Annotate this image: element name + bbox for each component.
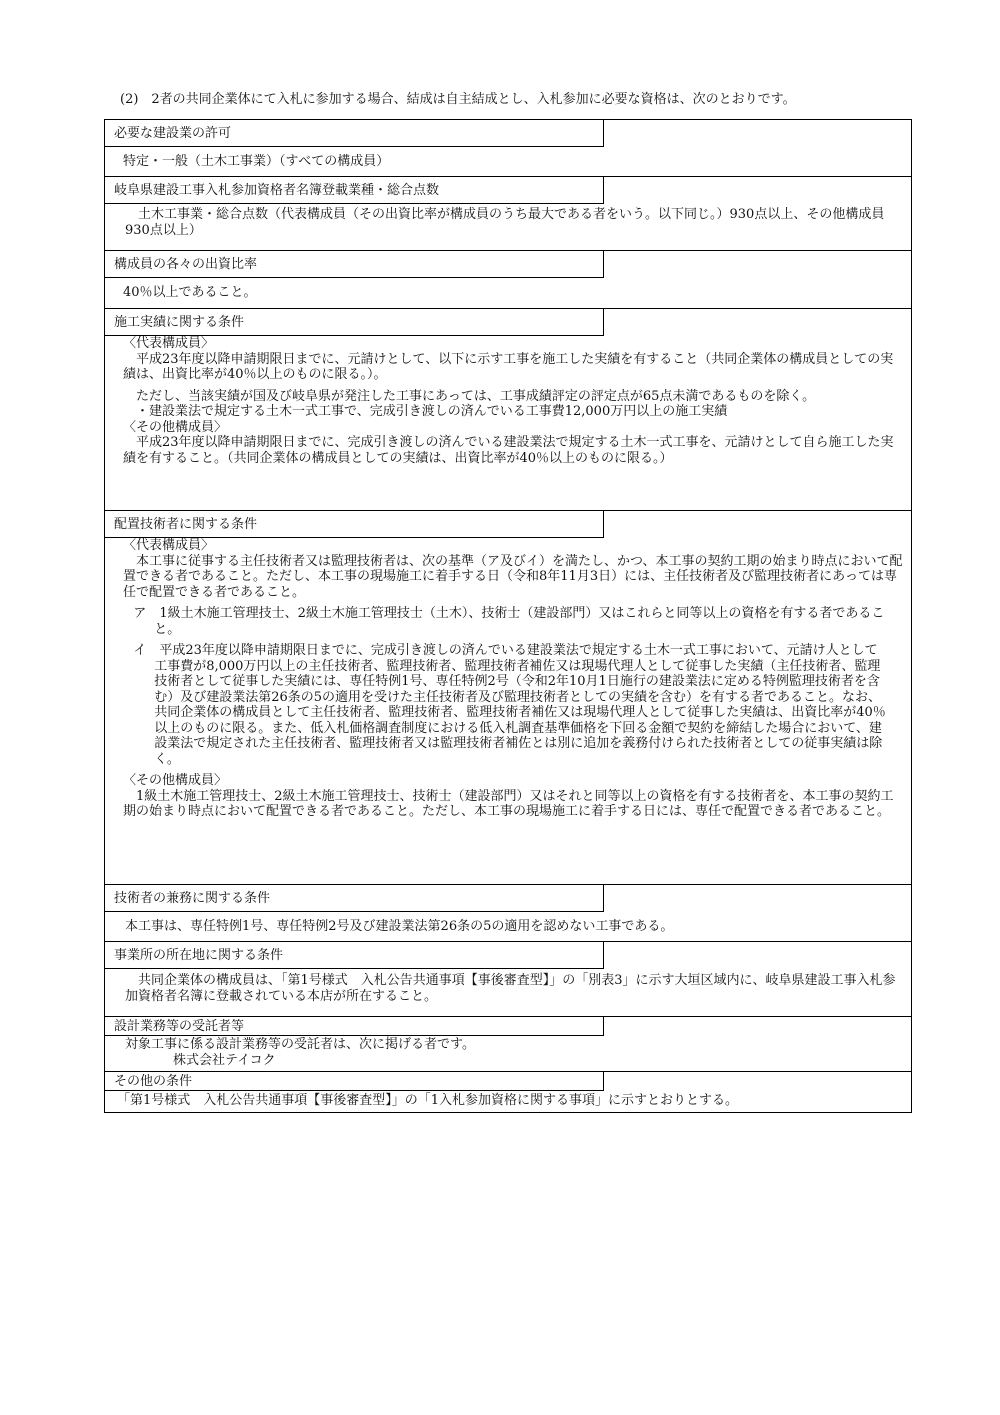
section-heading: 施工実績に関する条件 — [105, 309, 604, 336]
section-body-license — [105, 147, 911, 176]
record-other-text: 平成23年度以降申請期限日までに、完成引き渡しの済んでいる建設業法で規定する土木一式工事を、元請けとして自ら施工した実績を有すること。（共同企業体の構成員としての実績は、出資比率が40％以上のものに限る。） — [123, 435, 894, 466]
qualification-table — [104, 119, 912, 1113]
section-body-record — [105, 336, 911, 510]
rep-member-label: 〈代表構成員〉 — [123, 336, 215, 351]
section-heading: 岐阜県建設工事入札参加資格者名簿登載業種・総合点数 — [105, 177, 604, 204]
ratio-text: 40％以上であること。 — [123, 285, 257, 300]
section-header-others — [105, 1071, 911, 1091]
section-body-rating — [105, 204, 911, 250]
other-member-label: 〈その他構成員〉 — [123, 419, 228, 435]
section-header-ratio — [105, 250, 911, 278]
rep-member-label: 〈代表構成員〉 — [123, 538, 215, 553]
section-heading: 構成員の各々の出資比率 — [105, 251, 604, 278]
section-body-engineer — [105, 538, 911, 884]
design-company: 株式会社テイコク — [173, 1052, 276, 1068]
section-heading: 設計業務等の受託者等 — [105, 1017, 604, 1036]
section-body-office — [105, 969, 911, 1016]
section-header-concurrent — [105, 884, 911, 912]
section-header-design — [105, 1016, 911, 1036]
concurrent-text: 本工事は、専任特例1号、専任特例2号及び建設業法第26条の5の適用を認めない工事である。 — [125, 919, 674, 934]
other-member-label: 〈その他構成員〉 — [123, 773, 228, 788]
rating-text: 土木工事業・総合点数（代表構成員（その出資比率が構成員のうち最大である者をいう。以下同じ。）930点以上、その他構成員930点以上） — [125, 207, 885, 238]
section-body-design — [105, 1036, 911, 1071]
engineer-item-a: ア 1級土木施工管理技士、2級土木施工管理技士（土木）、技術士（建設部門）又はこれらと同等以上の資格を有する者であること。 — [133, 606, 885, 637]
record-rep-text: 平成23年度以降申請期限日までに、元請けとして、以下に示す工事を施工した実績を有すること（共同企業体の構成員としての実績は、出資比率が40％以上のものに限る。）。 — [123, 351, 894, 382]
section-heading: 必要な建設業の許可 — [105, 120, 604, 147]
section-body-others — [105, 1091, 911, 1112]
license-text: 特定・一般（土木工事業）（すべての構成員） — [123, 154, 390, 169]
engineer-other-text: 1級土木施工管理技士、2級土木施工管理技士、技術士（建設部門）又はそれと同等以上の資格を有する技術者を、本工事の契約工期の始まり時点において配置できる者であること。ただし、本工事の現場施工に着手する日には、専任で配置できる者であること。 — [123, 788, 894, 819]
engineer-item-i: イ 平成23年度以降申請期限日までに、完成引き渡しの済んでいる建設業法で規定する土木一式工事において、元請け人として工事費が8,000万円以上の主任技術者、監理技術者、監理技術者補佐又は現場代理人として従事した実績（主任技術者、監理技術者として従事した実績には、専任特例1号、専任特例2号（令和2年10月1日施行の建設業法に定める特例監理技術者を含む）及び建設業法第26条の5の適用を受けた主任技術者及び監理技術者としての実績を含む）を有する者であること。なお、共同企業体の構成員として主任技術者、監理技術者、監理技術者補佐又は現場代理人として従事した実績は、出資比率が40％以上のものに限る。また、低入札価格調査制度における低入札調査基準価格を下回る金額で契約を締結した場合において、建設業法で規定された主任技術者、監理技術者又は監理技術者補佐とは別に追加を義務付けられた技術者としての従事実績は除く。 — [133, 643, 886, 767]
section-heading: 技術者の兼務に関する条件 — [105, 885, 604, 912]
intro-paragraph: (2) 2者の共同企業体にて入札に参加する場合、結成は自主結成とし、入札参加に必要な資格は、次のとおりです。 — [120, 92, 796, 107]
section-heading: 事業所の所在地に関する条件 — [105, 942, 604, 969]
section-header-office — [105, 941, 911, 969]
section-header-rating — [105, 176, 911, 204]
section-body-concurrent — [105, 912, 911, 941]
section-heading: 配置技術者に関する条件 — [105, 511, 604, 538]
office-text: 共同企業体の構成員は、「第1号様式 入札公告共通事項【事後審査型】」の「別表3」に示す大垣区域内に、岐阜県建設工事入札参加資格者名簿に登載されている本店が所在すること。 — [125, 973, 896, 1004]
design-text: 対象工事に係る設計業務等の受託者は、次に掲げる者です。 — [125, 1037, 475, 1052]
record-rep-exception: ただし、当該実績が国及び岐阜県が発注した工事にあっては、工事成績評定の評定点が65点未満であるものを除く。 — [136, 388, 816, 404]
engineer-rep-text: 本工事に従事する主任技術者又は監理技術者は、次の基準（ア及びイ）を満たし、かつ、本工事の契約工期の始まり時点において配置できる者であること。ただし、本工事の現場施工に着手する日（令和8年11月3日）には、主任技術者及び監理技術者にあっては専任で配置できる者であること。 — [123, 553, 903, 600]
record-rep-requirement: ・建設業法で規定する土木一式工事で、完成引き渡しの済んでいる工事費12,000万円以上の施工実績 — [136, 404, 728, 419]
section-header-engineer — [105, 510, 911, 538]
section-body-ratio — [105, 278, 911, 308]
section-heading: その他の条件 — [105, 1072, 604, 1091]
section-header-record — [105, 308, 911, 336]
section-header-license — [105, 119, 911, 147]
others-text: 「第1号様式 入札公告共通事項【事後審査型】」の「1入札参加資格に関する事項」に示すとおりとする。 — [117, 1093, 739, 1108]
